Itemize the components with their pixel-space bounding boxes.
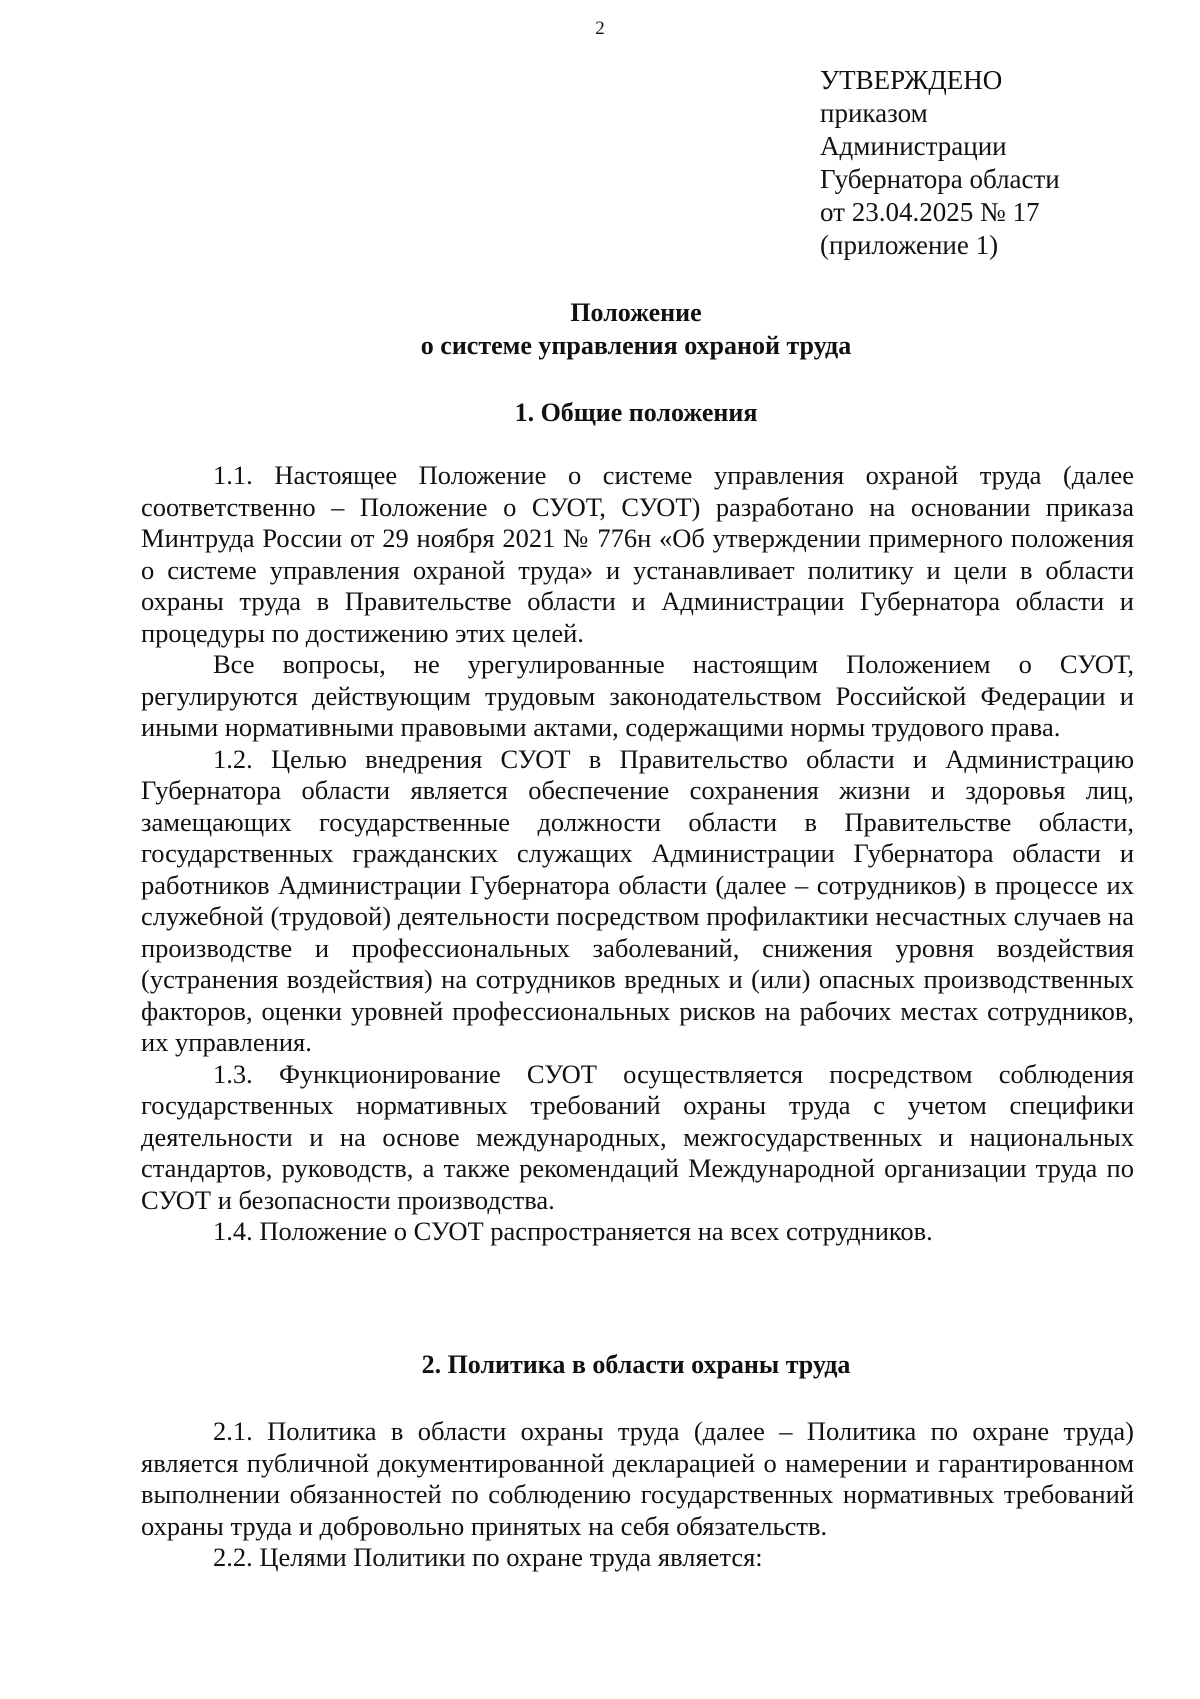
section-1-body — [141, 460, 1134, 1248]
title-line-1: Положение — [570, 298, 702, 327]
paragraph-1-2: 1.2. Целью внедрения СУОТ в Правительство области и Администрацию Губернатора области является обеспечение сохранения жизни и здоровья лиц, замещающих государственные должности области в Правительстве области, государственных гражданских служащих Администрации Губернатора области и работников Администрации Губернатора области (далее – сотрудников) в процессе их служебной (трудовой) деятельности посредством профилактики несчастных случаев на производстве и профессиональных заболеваний, снижения уровня воздействия (устранения воздействия) на сотрудников вредных и (или) опасных производственных факторов, оценки уровней профессиональных рисков на рабочих местах сотрудников, их управления. — [141, 743, 1134, 1057]
approval-stamp-block — [820, 64, 1060, 262]
paragraph-1-1: 1.1. Настоящее Положение о системе управления охраной труда (далее соответственно – Положение о СУОТ, СУОТ) разработано на основании приказа Минтруда России от 29 ноября 2021 № 776н «Об утверждении примерного положения о системе управления охраной труда» и устанавливает политику и цели в области охраны труда в Правительстве области и Администрации Губернатора области и процедуры по достижению этих целей. — [141, 460, 1134, 648]
paragraph-1-4: 1.4. Положение о СУОТ распространяется на всех сотрудников. — [213, 1216, 933, 1246]
approval-line-order: приказом — [820, 98, 928, 128]
approval-line-governor: Губернатора области — [820, 164, 1060, 194]
approval-line-date-number: от 23.04.2025 № 17 — [820, 197, 1040, 227]
document-title — [0, 296, 1200, 362]
paragraph-1-1-continued: Все вопросы, не урегулированные настоящим Положением о СУОТ, регулируются действующим трудовым законодательством Российской Федерации и иными нормативными правовыми актами, содержащими нормы трудового права. — [141, 649, 1134, 742]
section-2-heading: 2. Политика в области охраны труда — [421, 1350, 851, 1379]
approval-line-appendix: (приложение 1) — [820, 230, 999, 260]
section-1-heading: 1. Общие положения — [514, 398, 758, 427]
approval-line-administration: Администрации — [820, 131, 1007, 161]
paragraph-1-3: 1.3. Функционирование СУОТ осуществляется посредством соблюдения государственных нормативных требований охраны труда с учетом специфики деятельности и на основе международных, межгосударственных и национальных стандартов, руководств, а также рекомендаций Международной организации труда по СУОТ и безопасности производства. — [141, 1058, 1134, 1215]
paragraph-2-2: 2.2. Целями Политики по охране труда является: — [213, 1542, 763, 1572]
approval-line-approved: УТВЕРЖДЕНО — [820, 65, 1003, 95]
paragraph-2-1: 2.1. Политика в области охраны труда (далее – Политика по охране труда) является публичной документированной декларацией о намерении и гарантированном выполнении обязанностей по соблюдению государственных нормативных требований охраны труда и добровольно принятых на себя обязательств. — [141, 1416, 1134, 1541]
title-line-2: о системе управления охраной труда — [420, 331, 852, 360]
section-2-body — [141, 1416, 1134, 1574]
page-number: 2 — [595, 18, 605, 39]
